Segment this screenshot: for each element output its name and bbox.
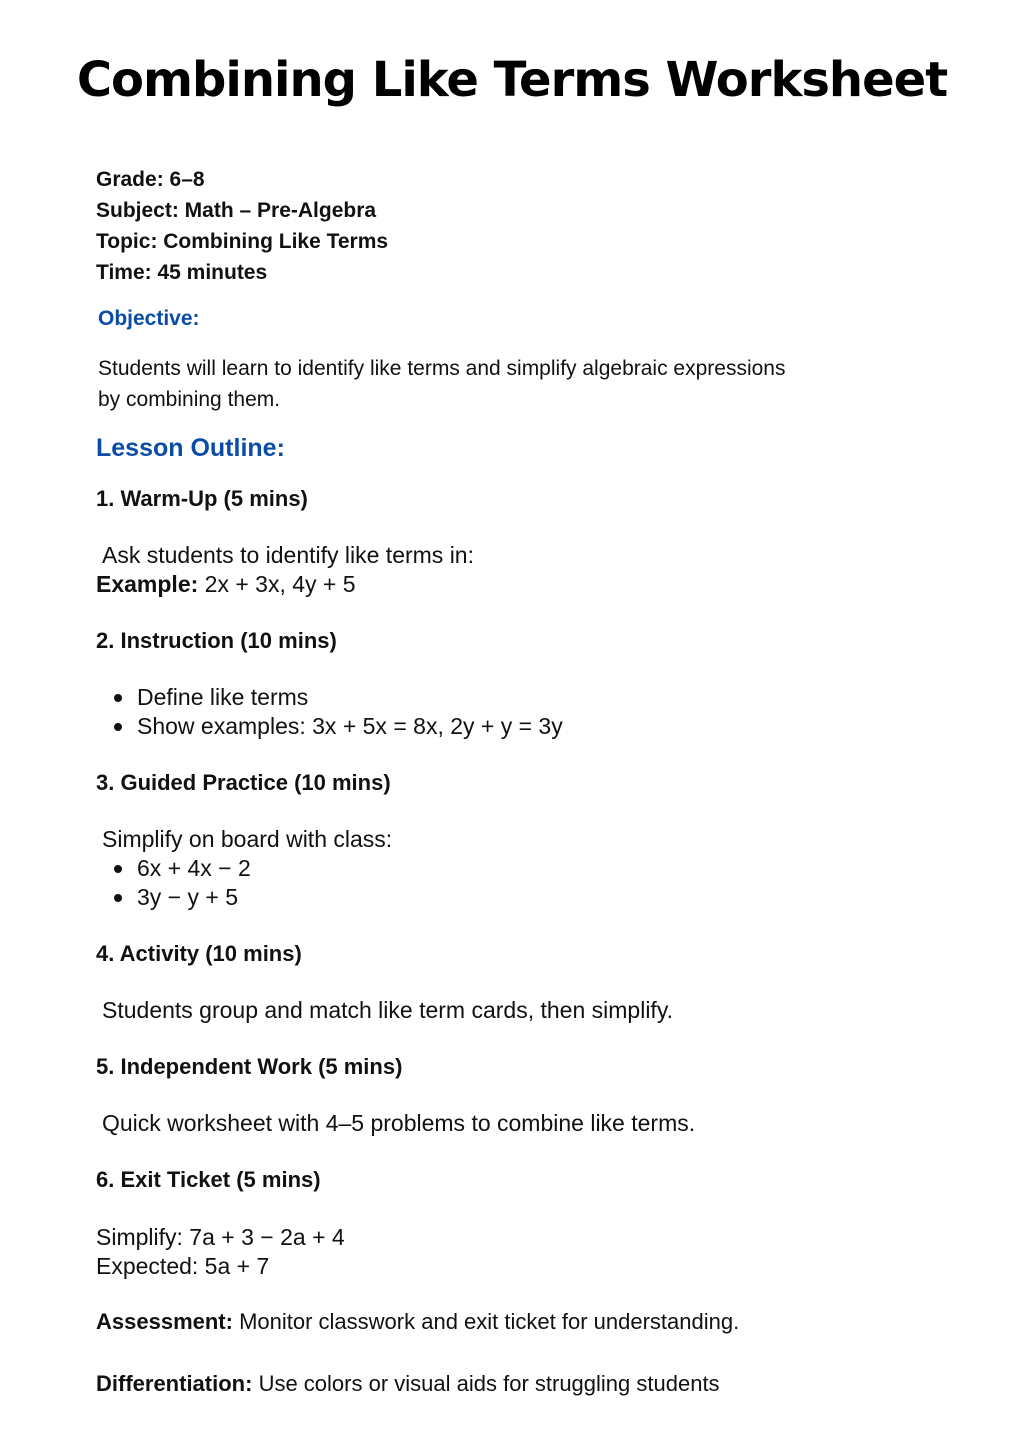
exit-ticket-title: 6. Exit Ticket (5 mins) [96,1167,321,1192]
exit-ticket-text [96,1223,345,1281]
assessment-label: Assessment: [96,1309,233,1334]
instruction-title: 2. Instruction (10 mins) [96,628,337,653]
differentiation-text: Use colors or visual aids for struggling students [252,1371,720,1396]
bullet-dot-icon [114,723,122,731]
guided-practice-list [110,854,251,912]
objective-heading: Objective: [98,307,200,330]
independent-work-text: Quick worksheet with 4–5 problems to combine like terms. [102,1110,696,1136]
list-item: 6x + 4x − 2 [110,854,251,883]
activity-text: Students group and match like term cards, then simplify. [102,997,674,1023]
warmup-text: Ask students to identify like terms in: [102,542,474,568]
list-item: 3y − y + 5 [110,883,251,912]
grade-line: Grade: 6–8 [96,168,205,191]
objective-line-2: by combining them. [98,388,281,411]
independent-work-title: 5. Independent Work (5 mins) [96,1054,403,1079]
example-label: Example: [96,571,199,597]
assessment-line [96,1309,739,1335]
list-item: Define like terms [110,683,563,712]
guided-practice-text: Simplify on board with class: [102,826,393,852]
page-title: Combining Like Terms Worksheet [76,52,948,108]
exit-ticket-line-1: Simplify: 7a + 3 − 2a + 4 [96,1224,345,1250]
objective-text [98,353,928,415]
exit-ticket-line-2: Expected: 5a + 7 [96,1253,270,1279]
example-value: 2x + 3x, 4y + 5 [198,571,356,597]
bullet-dot-icon [114,694,122,702]
instruction-list [110,683,563,741]
guided-practice-title: 3. Guided Practice (10 mins) [96,770,391,795]
differentiation-label: Differentiation: [96,1371,253,1396]
time-line: Time: 45 minutes [96,261,268,284]
subject-line: Subject: Math – Pre-Algebra [96,199,377,222]
activity-title: 4. Activity (10 mins) [96,941,302,966]
warmup-title: 1. Warm-Up (5 mins) [96,486,308,511]
objective-line-1: Students will learn to identify like terms and simplify algebraic expressions [98,357,786,380]
topic-line: Topic: Combining Like Terms [96,230,389,253]
assessment-text: Monitor classwork and exit ticket for understanding. [232,1309,740,1334]
bullet-dot-icon [114,894,122,902]
bullet-dot-icon [114,865,122,873]
warmup-example [96,570,356,599]
differentiation-line [96,1371,720,1397]
lesson-meta [96,164,388,288]
list-item: Show examples: 3x + 5x = 8x, 2y + y = 3y [110,712,563,741]
lesson-outline-heading: Lesson Outline: [96,434,285,462]
